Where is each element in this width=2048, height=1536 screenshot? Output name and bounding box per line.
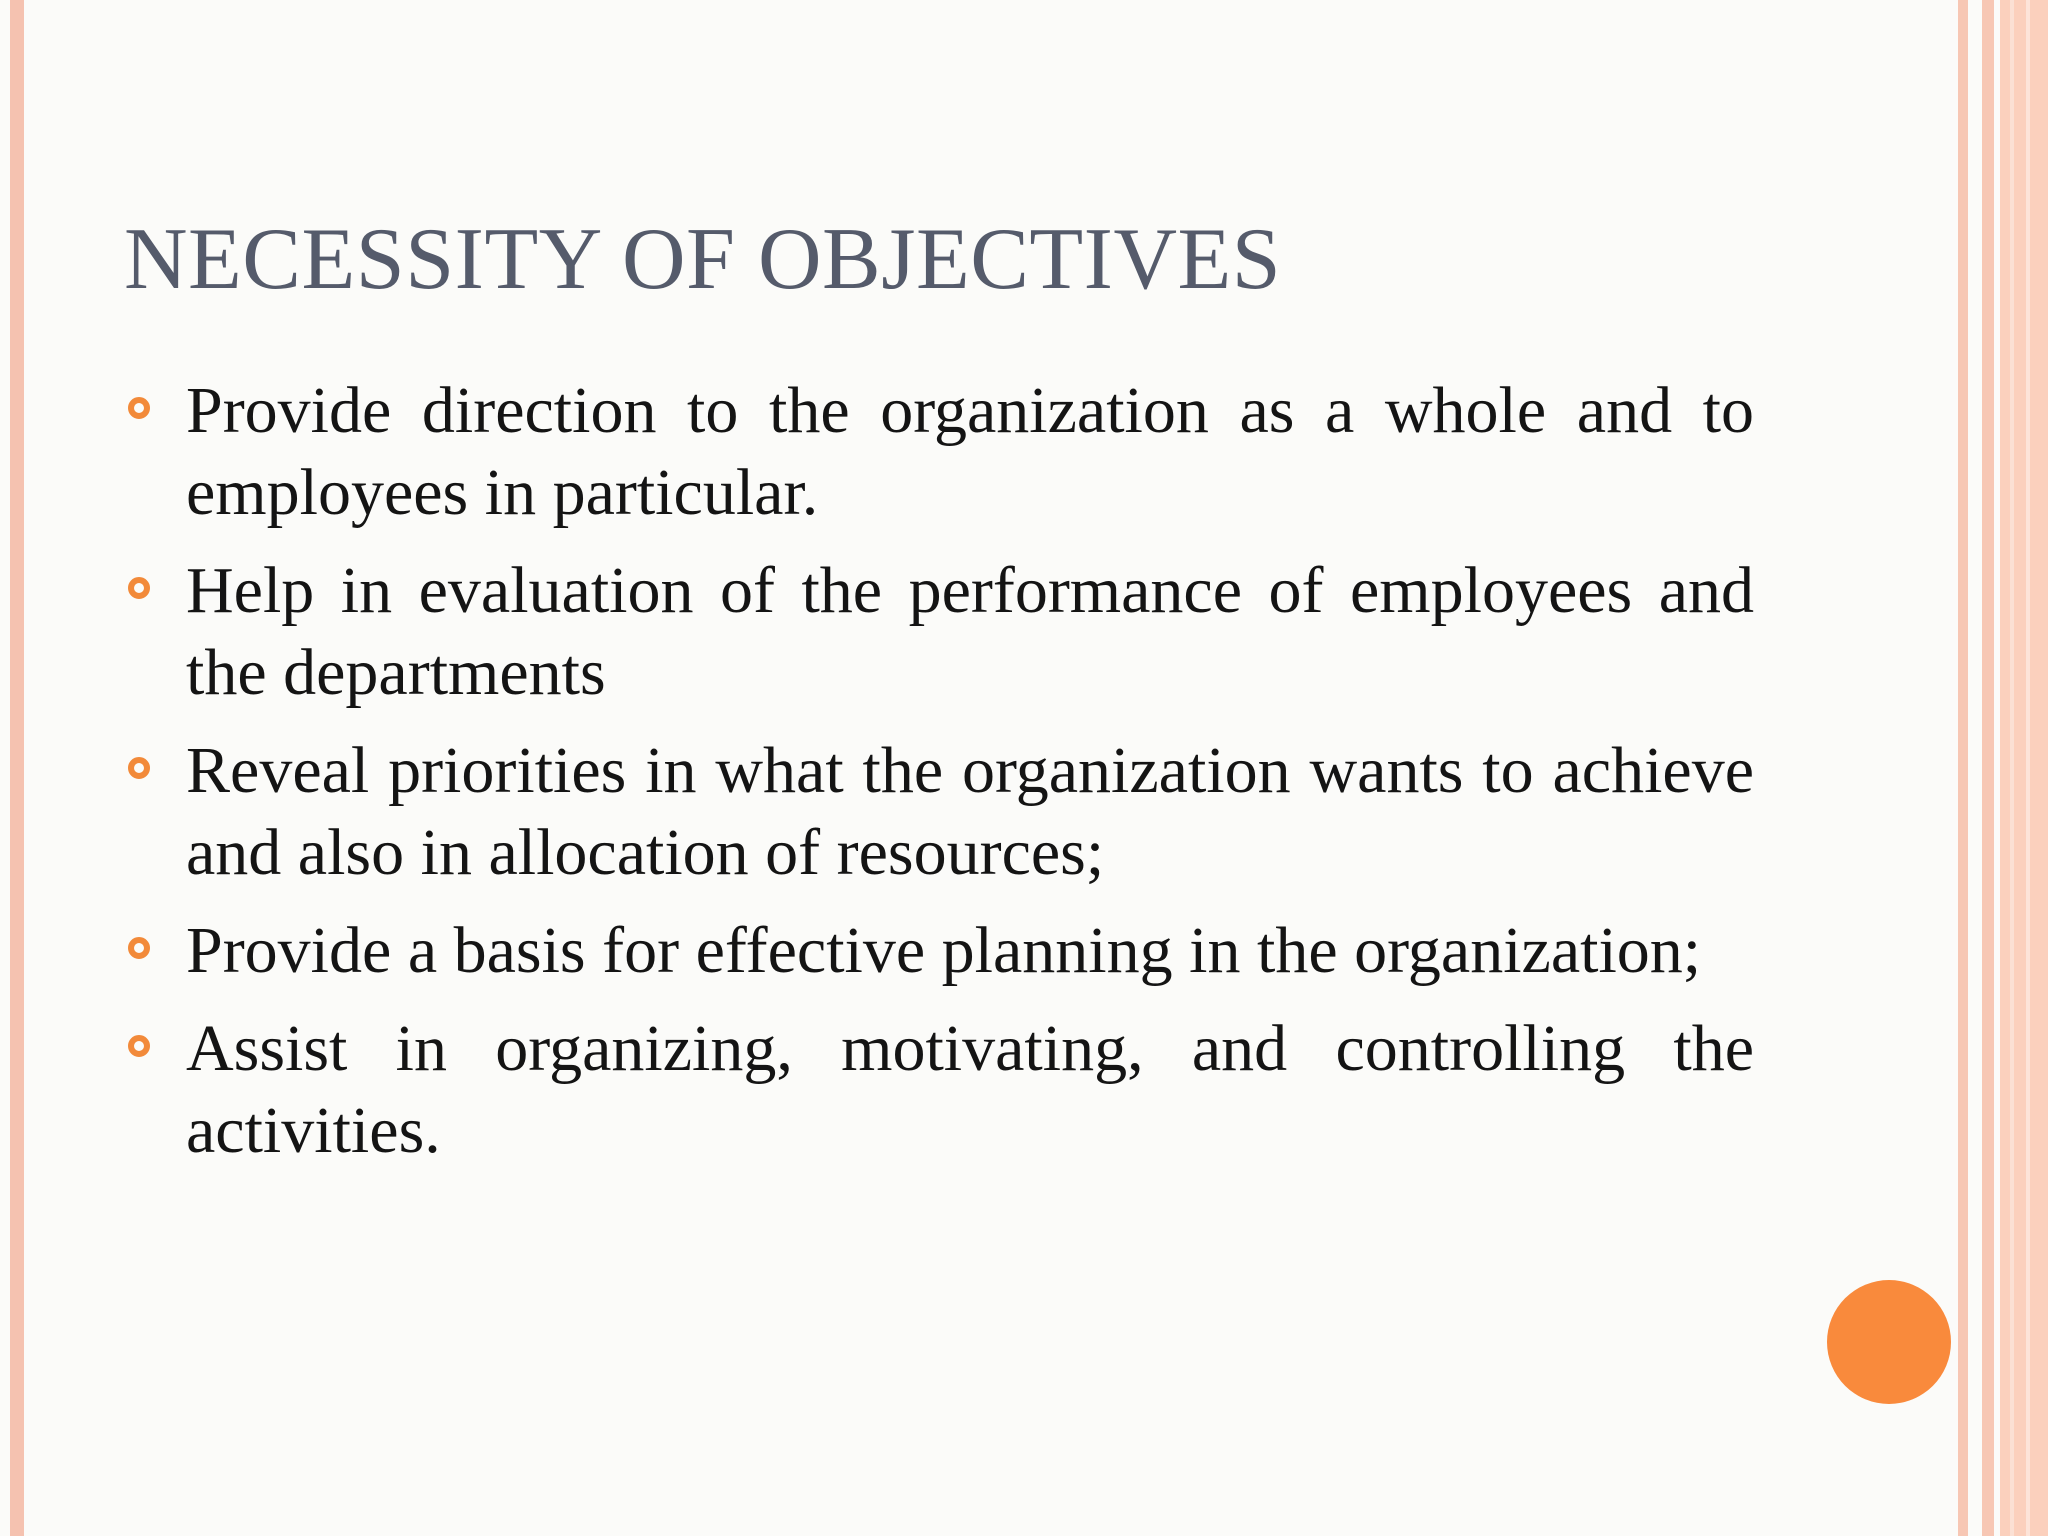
right-border-stripe (2010, 0, 2014, 1536)
bullet-item (124, 370, 1754, 534)
bullet-text: Provide direction to the organization as a whole and to employees in particular. (186, 374, 1754, 529)
right-border-stripe (1982, 0, 1994, 1536)
left-border-bar (10, 0, 24, 1536)
bullet-text: Help in evaluation of the performance of employees and the departments (186, 554, 1754, 709)
bullet-list (124, 370, 1754, 1188)
bullet-text: Provide a basis for effective planning in the organization; (186, 914, 1702, 987)
bullet-circle-icon (128, 757, 150, 779)
right-border-stripe (1958, 0, 1968, 1536)
bullet-item (124, 910, 1754, 992)
bullet-circle-icon (128, 577, 150, 599)
bullet-item (124, 550, 1754, 714)
right-border-stripe (2026, 0, 2030, 1536)
bullet-text: Reveal priorities in what the organization wants to achieve and also in allocation of resources; (186, 734, 1754, 889)
bullet-circle-icon (128, 1035, 150, 1057)
slide-title: NECESSITY OF OBJECTIVES (124, 211, 1282, 308)
bullet-circle-icon (128, 397, 150, 419)
right-border-stripe (2000, 0, 2048, 1536)
bullet-circle-icon (128, 937, 150, 959)
bullet-text: Assist in organizing, motivating, and controlling the activities. (186, 1012, 1754, 1167)
bullet-item (124, 1008, 1754, 1172)
decorative-orange-circle (1827, 1280, 1951, 1404)
bullet-item (124, 730, 1754, 894)
